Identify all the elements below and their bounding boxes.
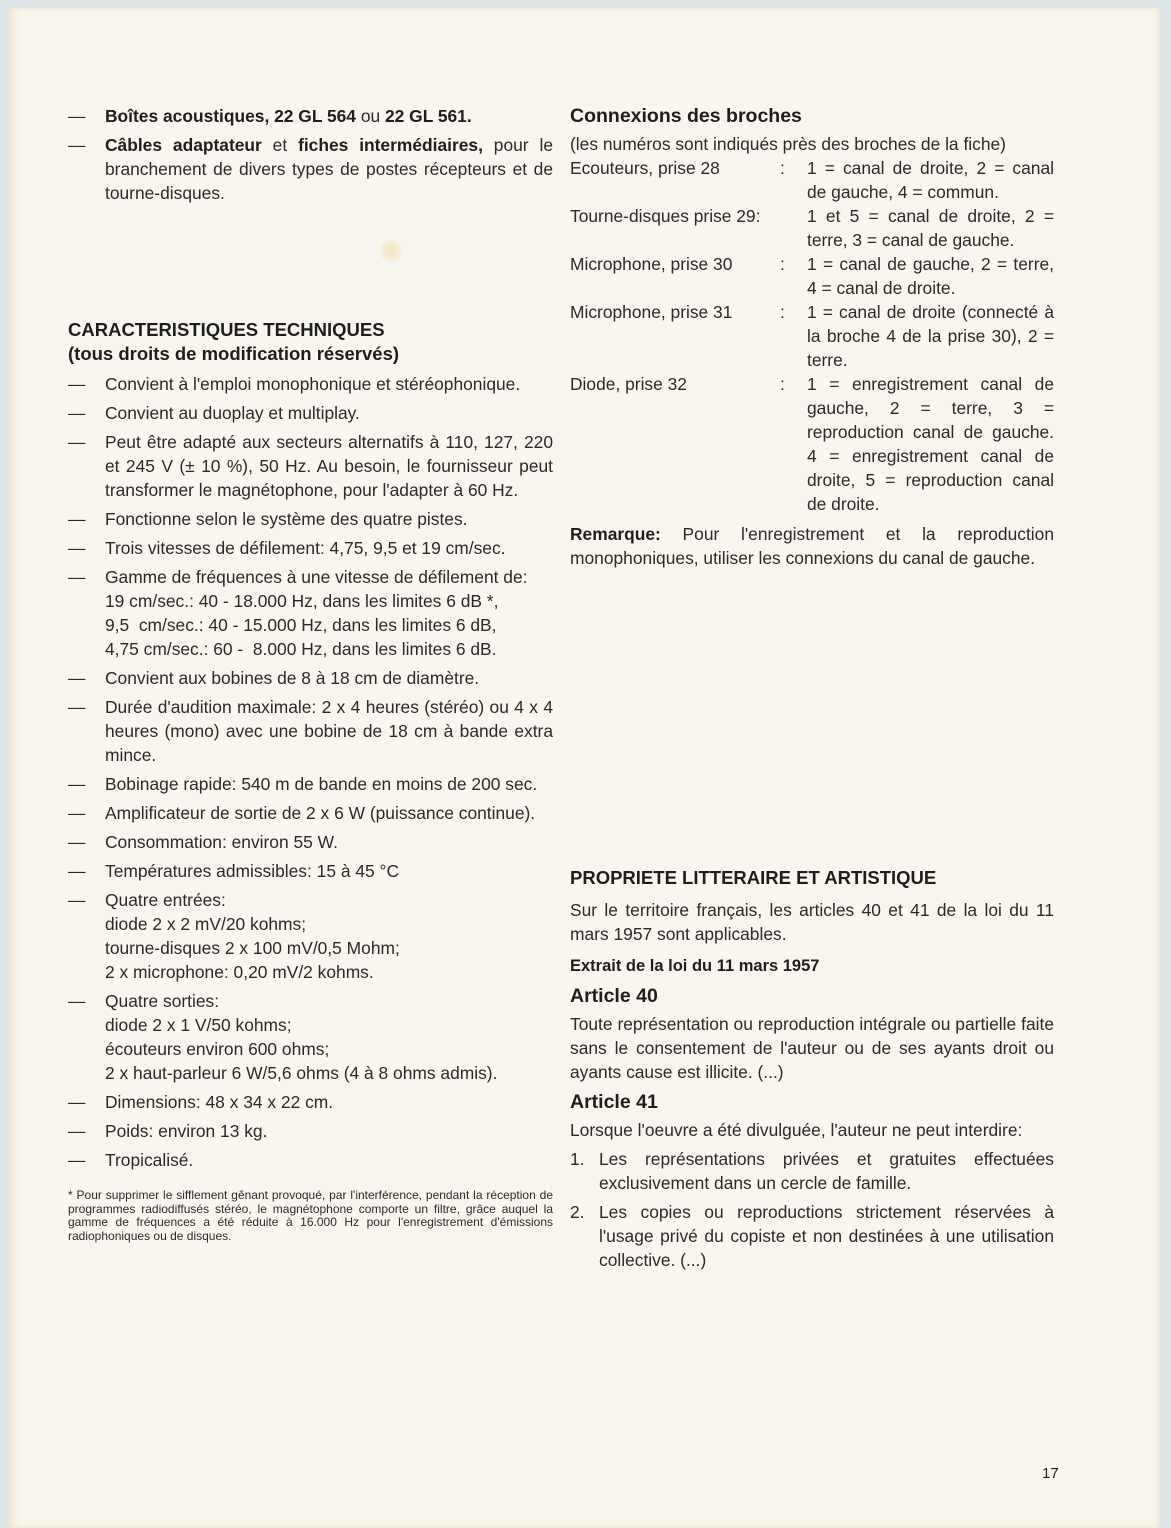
dash-bullet: — <box>68 991 86 1011</box>
connections-table <box>570 156 1054 516</box>
spec-text: Quatre sorties: <box>105 991 220 1011</box>
connection-value: 1 = canal de droite (connecté à la broche 4 de la prise 30), 2 = terre. <box>807 302 1054 370</box>
connection-row <box>570 300 1054 372</box>
spec-item <box>68 372 553 396</box>
connections-title: Connexions des broches <box>570 105 802 127</box>
connection-row <box>570 156 1054 204</box>
spec-text: Convient au duoplay et multiplay. <box>105 403 360 423</box>
spec-item <box>68 565 553 661</box>
connection-colon: : <box>780 254 785 274</box>
spec-sub-line: diode 2 x 1 V/50 kohms; <box>105 1015 292 1035</box>
specs-subtitle: (tous droits de modification réservés) <box>68 343 400 364</box>
spec-item <box>68 888 553 984</box>
spec-item <box>68 430 553 502</box>
spec-sub-line: 9,5 cm/sec.: 40 - 15.000 Hz, dans les limites 6 dB, <box>105 615 497 635</box>
accessory-text-bold: fiches intermédiaires, <box>298 135 483 155</box>
page-number: 17 <box>1042 1465 1059 1482</box>
accessory-text: et <box>261 135 299 155</box>
property-intro: Sur le territoire français, les articles 40 et 41 de la loi du 11 mars 1957 sont applicables. <box>570 900 1054 944</box>
spec-text: Peut être adapté aux secteurs alternatifs à 110, 127, 220 et 245 V (± 10 %), 50 Hz. Au besoin, le fournisseur peut transformer le magnétophone, pour l'adapter à 60 Hz. <box>105 432 553 500</box>
spec-sub-lines <box>105 912 553 984</box>
dash-bullet: — <box>68 106 86 126</box>
dash-bullet: — <box>68 374 86 394</box>
connection-colon: : <box>780 158 785 178</box>
dash-bullet: — <box>68 567 86 587</box>
extract-title: Extrait de la loi du 11 mars 1957 <box>570 957 820 975</box>
spec-sub-line: 2 x haut-parleur 6 W/5,6 ohms (4 à 8 ohms admis). <box>105 1063 498 1083</box>
accessory-text-bold: 22 GL 561. <box>385 106 472 126</box>
specs-list <box>68 372 553 1172</box>
spec-text: Températures admissibles: 15 à 45 °C <box>105 861 400 881</box>
spec-sub-line: 4,75 cm/sec.: 60 - 8.000 Hz, dans les limites 6 dB. <box>105 639 497 659</box>
spec-text: Quatre entrées: <box>105 890 226 910</box>
spec-sub-line: 2 x microphone: 0,20 mV/2 kohms. <box>105 962 374 982</box>
connection-value: 1 = enregistrement canal de gauche, 2 = terre, 3 = reproduction canal de gauche. 4 = enregistrement canal de droite, 5 = reproduction canal de droite. <box>807 374 1054 514</box>
spec-item <box>68 401 553 425</box>
connection-label: Ecouteurs, prise 28 <box>570 158 720 178</box>
specs-title: CARACTERISTIQUES TECHNIQUES <box>68 319 385 340</box>
spec-item <box>68 1090 553 1114</box>
connection-value: 1 = canal de gauche, 2 = terre, 4 = canal de droite. <box>807 254 1054 298</box>
spec-text: Durée d'audition maximale: 2 x 4 heures (stéréo) ou 4 x 4 heures (mono) avec une bobine de 18 cm à bande extra mince. <box>105 697 553 765</box>
accessory-text: pour le branchement de divers types de postes récepteurs et de tourne-disques. <box>105 135 553 203</box>
connection-row <box>570 204 1054 252</box>
spec-item <box>68 1148 553 1172</box>
connection-label: Diode, prise 32 <box>570 374 687 394</box>
remark <box>570 522 1054 570</box>
spec-item <box>68 989 553 1085</box>
document-page <box>8 8 1160 1528</box>
article40-title: Article 40 <box>570 985 658 1007</box>
accessory-text-bold: Câbles adaptateur <box>105 135 262 155</box>
dash-bullet: — <box>68 432 86 452</box>
dash-bullet: — <box>68 509 86 529</box>
spec-sub-lines <box>105 1013 553 1085</box>
connection-colon: : <box>780 374 785 394</box>
spec-item <box>68 859 553 883</box>
spec-text: Fonctionne selon le système des quatre pistes. <box>105 509 468 529</box>
item-number: 2. <box>570 1202 585 1222</box>
remark-text: Pour l'enregistrement et la reproduction monophoniques, utiliser les connexions du canal de gauche. <box>570 524 1054 568</box>
article41-title: Article 41 <box>570 1091 658 1113</box>
dash-bullet: — <box>68 668 86 688</box>
remark-label: Remarque: <box>570 524 661 544</box>
spec-text: Gamme de fréquences à une vitesse de défilement de: <box>105 567 528 587</box>
spec-item <box>68 1119 553 1143</box>
article41-list <box>570 1147 1054 1272</box>
accessory-text-bold: Boîtes acoustiques, 22 GL 564 <box>105 106 356 126</box>
spec-item <box>68 830 553 854</box>
dash-bullet: — <box>68 774 86 794</box>
right-column <box>570 104 1054 1277</box>
spec-text: Dimensions: 48 x 34 x 22 cm. <box>105 1092 334 1112</box>
dash-bullet: — <box>68 538 86 558</box>
spec-item <box>68 772 553 796</box>
spec-sub-line: écouteurs environ 600 ohms; <box>105 1039 330 1059</box>
connection-label: Microphone, prise 30 <box>570 254 733 274</box>
dash-bullet: — <box>68 861 86 881</box>
spec-item <box>68 666 553 690</box>
left-column <box>68 104 553 1243</box>
connection-row <box>570 372 1054 516</box>
item-text: Les copies ou reproductions strictement réservées à l'usage privé du copiste et non destinées à une utilisation collective. (...) <box>599 1202 1054 1270</box>
dash-bullet: — <box>68 803 86 823</box>
dash-bullet: — <box>68 890 86 910</box>
connections-intro: (les numéros sont indiqués près des broches de la fiche) <box>570 134 1006 154</box>
article41-text: Lorsque l'oeuvre a été divulguée, l'auteur ne peut interdire: <box>570 1120 1023 1140</box>
connection-row <box>570 252 1054 300</box>
spec-sub-lines <box>105 589 553 661</box>
spec-sub-line: tourne-disques 2 x 100 mV/0,5 Mohm; <box>105 938 400 958</box>
dash-bullet: — <box>68 697 86 717</box>
connection-colon <box>780 204 807 252</box>
accessory-text: ou <box>355 106 385 126</box>
spec-item <box>68 507 553 531</box>
connection-value: 1 = canal de droite, 2 = canal de gauche, 4 = commun. <box>807 158 1054 202</box>
accessory-item <box>68 104 553 128</box>
connection-value: 1 et 5 = canal de droite, 2 = terre, 3 = canal de gauche. <box>807 206 1054 250</box>
spec-item <box>68 801 553 825</box>
dash-bullet: — <box>68 1150 86 1170</box>
spec-text: Amplificateur de sortie de 2 x 6 W (puissance continue). <box>105 803 536 823</box>
spec-sub-line: diode 2 x 2 mV/20 kohms; <box>105 914 307 934</box>
article40-text: Toute représentation ou reproduction intégrale ou partielle faite sans le consentement de l'auteur ou de ses ayants droit ou ayants cause est illicite. (...) <box>570 1014 1054 1082</box>
dash-bullet: — <box>68 403 86 423</box>
property-title: PROPRIETE LITTERAIRE ET ARTISTIQUE <box>570 867 937 888</box>
spec-text: Tropicalisé. <box>105 1150 194 1170</box>
spec-item <box>68 695 553 767</box>
spec-text: Convient à l'emploi monophonique et stéréophonique. <box>105 374 521 394</box>
spec-text: Bobinage rapide: 540 m de bande en moins de 200 sec. <box>105 774 538 794</box>
dash-bullet: — <box>68 135 86 155</box>
item-text: Les représentations privées et gratuites effectuées exclusivement dans un cercle de famille. <box>599 1149 1054 1193</box>
spec-text: Consommation: environ 55 W. <box>105 832 338 852</box>
connection-colon: : <box>780 302 785 322</box>
spec-sub-line: 19 cm/sec.: 40 - 18.000 Hz, dans les limites 6 dB *, <box>105 591 499 611</box>
spec-text: Convient aux bobines de 8 à 18 cm de diamètre. <box>105 668 480 688</box>
connection-label: Tourne-disques prise 29: <box>570 206 761 226</box>
accessory-item <box>68 133 553 205</box>
footnote: * Pour supprimer le sifflement gênant provoqué, par l'interférence, pendant la réception de programmes radiodiffusés stéréo, le magnétophone comporte un filtre, grâce auquel la gamme de fréquences a été réduite à 16.000 Hz pour l'enregistrement d'émissions radiophoniques ou de disques. <box>68 1188 553 1243</box>
item-number: 1. <box>570 1149 585 1169</box>
dash-bullet: — <box>68 832 86 852</box>
connection-label: Microphone, prise 31 <box>570 302 733 322</box>
dash-bullet: — <box>68 1121 86 1141</box>
article41-item <box>570 1200 1054 1272</box>
spec-text: Poids: environ 13 kg. <box>105 1121 268 1141</box>
spec-text: Trois vitesses de défilement: 4,75, 9,5 et 19 cm/sec. <box>105 538 506 558</box>
spec-item <box>68 536 553 560</box>
accessories-list <box>68 104 553 205</box>
dash-bullet: — <box>68 1092 86 1112</box>
article41-item <box>570 1147 1054 1195</box>
